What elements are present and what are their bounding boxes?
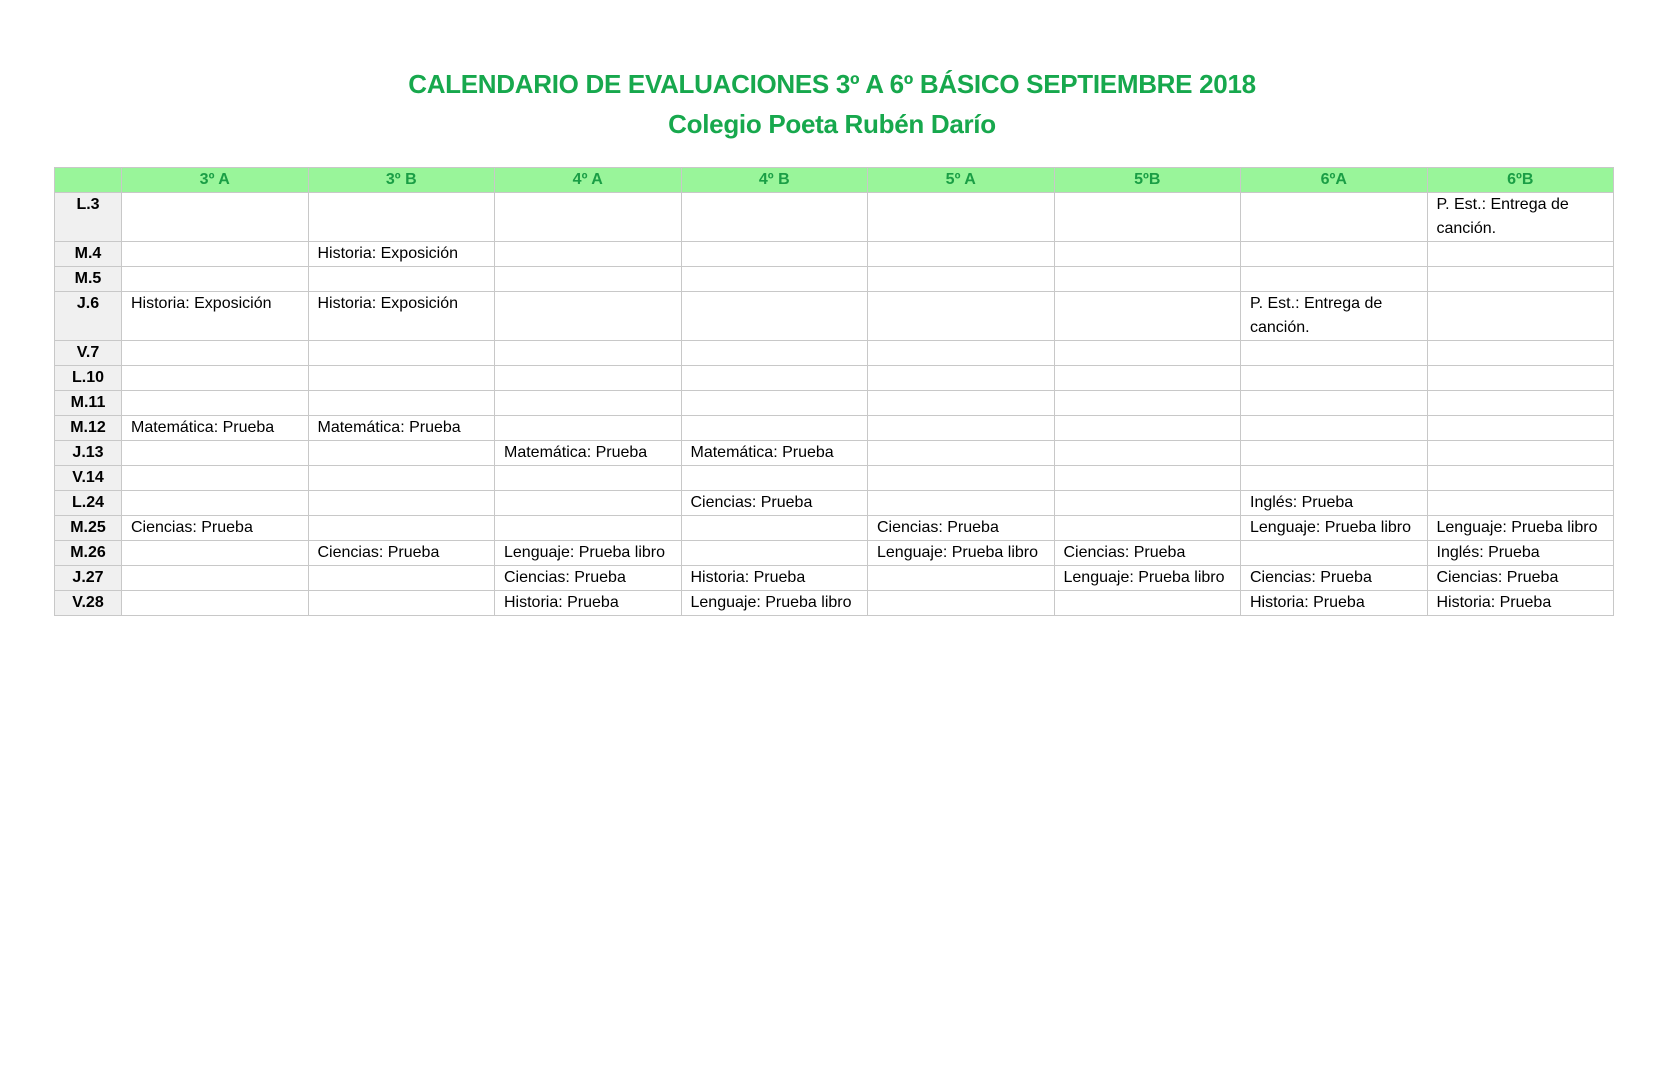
evaluation-cell — [1241, 242, 1428, 267]
table-row — [55, 441, 1614, 466]
day-label: M.5 — [55, 267, 122, 292]
evaluation-cell — [1054, 242, 1241, 267]
evaluation-cell — [495, 416, 682, 441]
evaluation-cell: Ciencias: Prueba — [308, 541, 495, 566]
evaluation-cell — [868, 441, 1055, 466]
evaluation-cell — [1054, 491, 1241, 516]
evaluation-cell — [122, 242, 309, 267]
evaluation-cell — [1054, 391, 1241, 416]
evaluation-cell — [1427, 366, 1614, 391]
evaluation-cell — [1241, 541, 1428, 566]
evaluation-cell — [308, 193, 495, 242]
evaluation-cell — [122, 193, 309, 242]
evaluation-cell: Historia: Exposición — [122, 292, 309, 341]
day-label: M.26 — [55, 541, 122, 566]
title-line-1: CALENDARIO DE EVALUACIONES 3º A 6º BÁSICO SEPTIEMBRE 2018 — [408, 69, 1256, 99]
evaluation-cell — [681, 416, 868, 441]
evaluation-cell — [681, 516, 868, 541]
table-row — [55, 591, 1614, 616]
evaluation-cell: Inglés: Prueba — [1427, 541, 1614, 566]
day-label: J.27 — [55, 566, 122, 591]
evaluation-cell: Matemática: Prueba — [681, 441, 868, 466]
day-label: L.10 — [55, 366, 122, 391]
evaluation-cell — [308, 341, 495, 366]
evaluation-cell — [1054, 591, 1241, 616]
evaluation-cell — [308, 366, 495, 391]
evaluation-cell: Historia: Prueba — [1427, 591, 1614, 616]
evaluation-cell — [495, 242, 682, 267]
day-label: J.13 — [55, 441, 122, 466]
day-label: M.12 — [55, 416, 122, 441]
evaluation-cell — [681, 292, 868, 341]
evaluation-cell — [1054, 341, 1241, 366]
evaluation-cell — [495, 193, 682, 242]
evaluation-cell — [122, 591, 309, 616]
evaluation-cell — [1427, 466, 1614, 491]
evaluation-cell — [308, 391, 495, 416]
evaluation-cell — [681, 341, 868, 366]
evaluation-cell: Ciencias: Prueba — [868, 516, 1055, 541]
evaluation-cell — [122, 267, 309, 292]
evaluation-cell — [1241, 466, 1428, 491]
evaluation-cell: Historia: Exposición — [308, 292, 495, 341]
evaluation-cell — [1427, 416, 1614, 441]
column-header: 4º A — [495, 168, 682, 193]
evaluation-cell: Historia: Exposición — [308, 242, 495, 267]
evaluation-cell — [868, 292, 1055, 341]
evaluation-cell — [1054, 193, 1241, 242]
evaluation-cell — [868, 466, 1055, 491]
evaluation-cell — [122, 441, 309, 466]
evaluation-cell — [308, 466, 495, 491]
table-row — [55, 242, 1614, 267]
evaluation-cell — [868, 391, 1055, 416]
evaluation-cell — [681, 466, 868, 491]
evaluation-cell — [122, 341, 309, 366]
evaluation-cell — [308, 591, 495, 616]
evaluation-cell — [1427, 242, 1614, 267]
evaluation-cell — [681, 193, 868, 242]
evaluation-cell — [495, 466, 682, 491]
evaluation-cell: Lenguaje: Prueba libro — [495, 541, 682, 566]
column-header: 5º A — [868, 168, 1055, 193]
evaluation-cell — [495, 516, 682, 541]
evaluation-cell — [1241, 441, 1428, 466]
column-header: 6ºA — [1241, 168, 1428, 193]
evaluation-cell: Historia: Prueba — [495, 591, 682, 616]
evaluation-cell — [122, 566, 309, 591]
table-row — [55, 267, 1614, 292]
evaluation-cell — [1427, 267, 1614, 292]
evaluation-cell: P. Est.: Entrega de canción. — [1241, 292, 1428, 341]
table-body — [55, 193, 1614, 616]
evaluation-cell — [122, 466, 309, 491]
column-header: 3º B — [308, 168, 495, 193]
evaluation-cell — [1054, 516, 1241, 541]
header-row — [55, 168, 1614, 193]
evaluation-cell — [868, 267, 1055, 292]
evaluation-cell — [1054, 366, 1241, 391]
evaluation-cell — [868, 341, 1055, 366]
evaluation-cell — [681, 267, 868, 292]
evaluation-cell — [1427, 341, 1614, 366]
evaluation-cell — [308, 491, 495, 516]
evaluation-calendar-table — [54, 167, 1614, 616]
evaluation-cell — [1241, 416, 1428, 441]
evaluation-cell — [308, 267, 495, 292]
column-header: 6ºB — [1427, 168, 1614, 193]
evaluation-cell — [1427, 441, 1614, 466]
day-label: M.11 — [55, 391, 122, 416]
table-row — [55, 491, 1614, 516]
evaluation-cell — [308, 566, 495, 591]
evaluation-cell — [495, 391, 682, 416]
day-label: V.7 — [55, 341, 122, 366]
evaluation-cell — [1427, 292, 1614, 341]
evaluation-cell — [1241, 341, 1428, 366]
evaluation-cell — [868, 491, 1055, 516]
evaluation-cell — [1241, 391, 1428, 416]
evaluation-cell — [1054, 292, 1241, 341]
title-line-2: Colegio Poeta Rubén Darío — [668, 109, 996, 139]
day-label: M.25 — [55, 516, 122, 541]
day-label: V.28 — [55, 591, 122, 616]
evaluation-cell: Matemática: Prueba — [495, 441, 682, 466]
evaluation-cell — [308, 516, 495, 541]
evaluation-cell: Matemática: Prueba — [122, 416, 309, 441]
table-header — [55, 168, 1614, 193]
corner-cell — [55, 168, 122, 193]
evaluation-cell — [495, 491, 682, 516]
evaluation-cell — [122, 541, 309, 566]
document-title — [0, 64, 1664, 144]
evaluation-cell — [308, 441, 495, 466]
column-header: 5ºB — [1054, 168, 1241, 193]
evaluation-cell — [1054, 441, 1241, 466]
day-label: M.4 — [55, 242, 122, 267]
table-row — [55, 566, 1614, 591]
evaluation-cell: Lenguaje: Prueba libro — [1241, 516, 1428, 541]
evaluation-cell — [1054, 466, 1241, 491]
evaluation-cell — [1054, 416, 1241, 441]
day-label: L.24 — [55, 491, 122, 516]
evaluation-cell: Ciencias: Prueba — [495, 566, 682, 591]
evaluation-cell — [122, 491, 309, 516]
evaluation-cell — [1054, 267, 1241, 292]
table-row — [55, 391, 1614, 416]
evaluation-cell: Ciencias: Prueba — [681, 491, 868, 516]
table-row — [55, 466, 1614, 491]
evaluation-cell — [868, 416, 1055, 441]
evaluation-cell: Lenguaje: Prueba libro — [681, 591, 868, 616]
evaluation-cell — [495, 341, 682, 366]
evaluation-cell — [868, 193, 1055, 242]
evaluation-cell: Lenguaje: Prueba libro — [1054, 566, 1241, 591]
evaluation-cell — [681, 541, 868, 566]
evaluation-cell: Inglés: Prueba — [1241, 491, 1428, 516]
evaluation-cell — [1427, 491, 1614, 516]
evaluation-cell — [495, 267, 682, 292]
evaluation-cell: Ciencias: Prueba — [1054, 541, 1241, 566]
evaluation-cell — [681, 242, 868, 267]
evaluation-cell: Historia: Prueba — [1241, 591, 1428, 616]
evaluation-cell: Ciencias: Prueba — [122, 516, 309, 541]
evaluation-cell — [868, 366, 1055, 391]
table-row — [55, 292, 1614, 341]
evaluation-cell — [1241, 267, 1428, 292]
evaluation-cell — [1241, 193, 1428, 242]
evaluation-cell: P. Est.: Entrega de canción. — [1427, 193, 1614, 242]
table-row — [55, 416, 1614, 441]
table-row — [55, 516, 1614, 541]
evaluation-cell — [1241, 366, 1428, 391]
evaluation-cell — [681, 391, 868, 416]
evaluation-cell: Matemática: Prueba — [308, 416, 495, 441]
evaluation-cell: Ciencias: Prueba — [1427, 566, 1614, 591]
evaluation-cell — [868, 566, 1055, 591]
table-row — [55, 541, 1614, 566]
evaluation-cell — [495, 292, 682, 341]
column-header: 3º A — [122, 168, 309, 193]
evaluation-cell: Lenguaje: Prueba libro — [868, 541, 1055, 566]
evaluation-cell — [1427, 391, 1614, 416]
evaluation-cell — [868, 242, 1055, 267]
column-header: 4º B — [681, 168, 868, 193]
evaluation-cell — [495, 366, 682, 391]
evaluation-cell — [681, 366, 868, 391]
day-label: L.3 — [55, 193, 122, 242]
evaluation-cell — [868, 591, 1055, 616]
table-row — [55, 341, 1614, 366]
table-row — [55, 193, 1614, 242]
evaluation-cell: Historia: Prueba — [681, 566, 868, 591]
evaluation-cell — [122, 391, 309, 416]
evaluation-cell: Lenguaje: Prueba libro — [1427, 516, 1614, 541]
day-label: V.14 — [55, 466, 122, 491]
evaluation-cell — [122, 366, 309, 391]
evaluation-cell: Ciencias: Prueba — [1241, 566, 1428, 591]
day-label: J.6 — [55, 292, 122, 341]
table-row — [55, 366, 1614, 391]
